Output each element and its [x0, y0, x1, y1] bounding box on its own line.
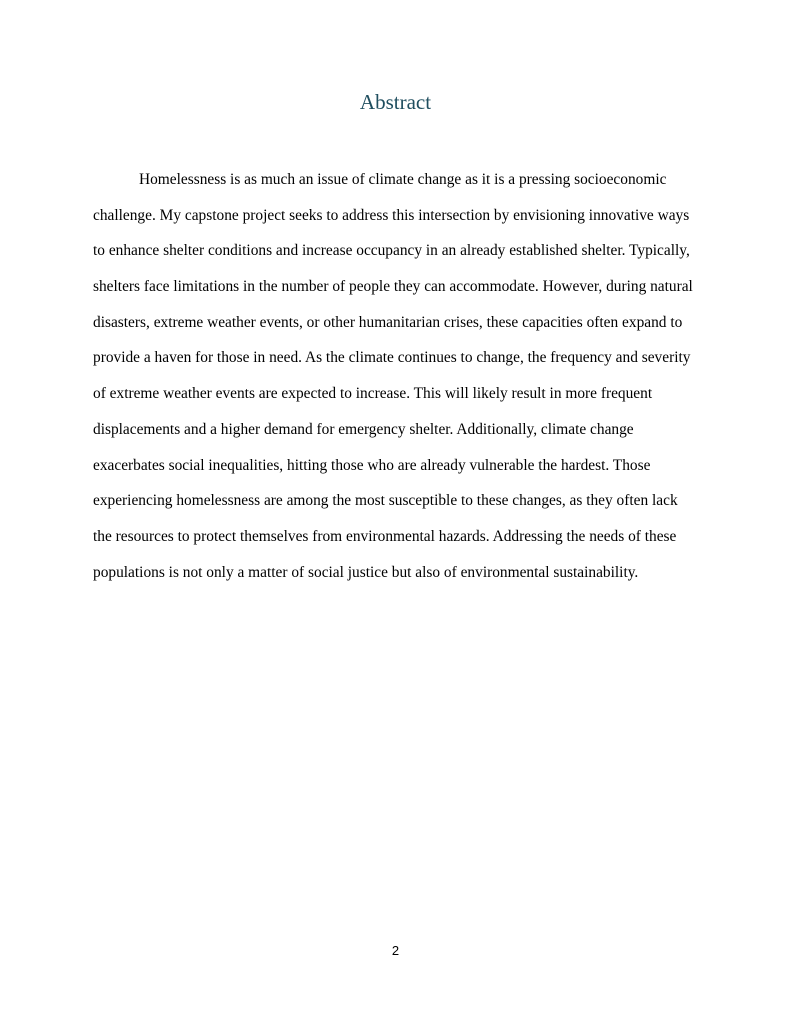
paragraph-line: Homelessness is as much an issue of climate change as it is a pressing socioeconomic	[139, 171, 667, 188]
paragraph-line: populations is not only a matter of social justice but also of environmental sustainability.	[93, 563, 639, 581]
paragraph-line: displacements and a higher demand for emergency shelter. Additionally, climate change	[93, 420, 634, 438]
paragraph-line: to enhance shelter conditions and increase occupancy in an already established shelter. Typically,	[93, 242, 690, 260]
paragraph-line: provide a haven for those in need. As the climate continues to change, the frequency and severity	[93, 349, 691, 367]
paragraph-line: exacerbates social inequalities, hitting those who are already vulnerable the hardest. Those	[93, 456, 651, 474]
page-number: 2	[391, 943, 400, 958]
paragraph-line: of extreme weather events are expected to increase. This will likely result in more frequent	[93, 385, 653, 403]
paragraph-line: shelters face limitations in the number of people they can accommodate. However, during natural	[93, 278, 693, 296]
abstract-heading: Abstract	[359, 90, 432, 114]
paragraph-line: the resources to protect themselves from environmental hazards. Addressing the needs of these	[93, 527, 677, 545]
paragraph-line: challenge. My capstone project seeks to address this intersection by envisioning innovative ways	[93, 206, 690, 224]
abstract-paragraph	[93, 162, 705, 590]
paragraph-line: disasters, extreme weather events, or other humanitarian crises, these capacities often expand to	[93, 313, 683, 331]
paragraph-line: experiencing homelessness are among the most susceptible to these changes, as they often lack	[93, 492, 678, 510]
